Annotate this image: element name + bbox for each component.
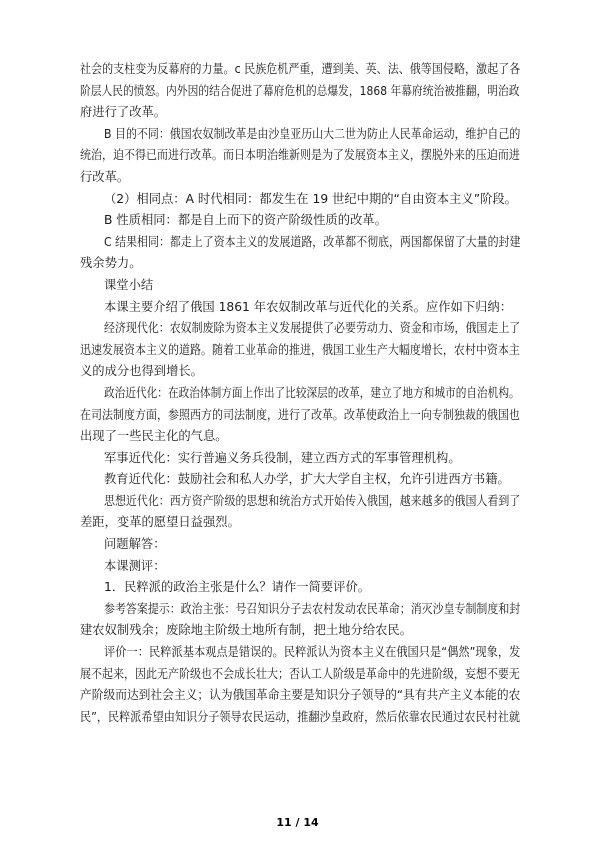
text-line: 差距，变革的愿望日益强烈。 [80, 515, 240, 530]
text-line: 展不起来，因此无产阶级也不会成长壮大；否认工人阶级是革命中的先进阶级，妄想不要无 [80, 666, 520, 681]
text-line: C 结果相同：都走上了资本主义的发展道路，改革都不彻底，两国都保留了大量的封建 [104, 234, 521, 249]
page-number: 11 / 14 [276, 816, 319, 829]
text-line: 思想近代化：西方资产阶级的思想和统治方式开始传入俄国，越来越多的俄国人看到了 [104, 493, 521, 508]
text-line: 在司法制度方面，参照西方的司法制度，进行了改革。改革使政治上一向专制独裁的俄国也 [80, 407, 520, 422]
text-line: 问题解答： [104, 537, 166, 552]
text-line: 迅速发展资本主义的道路。随着工业革命的推进，俄国工业生产大幅度增长，农村中资本主 [80, 342, 520, 357]
text-line: 军事近代化：实行普遍义务兵役制，建立西方式的军事管理机构。 [104, 450, 461, 465]
text-line: 本课主要介绍了俄国 1861 年农奴制改革与近代化的关系。应作如下归纳： [104, 299, 513, 314]
text-line: 评价一：民粹派基本观点是错误的。民粹派认为资本主义在俄国只是“偶然”现象，发 [104, 645, 521, 660]
body-text [80, 59, 520, 728]
text-line: 府进行了改革。 [80, 105, 167, 120]
text-line: B 目的不同：俄国农奴制改革是由沙皇亚历山大二世为防止人民革命运动，维护自己的 [104, 126, 521, 141]
text-line: 社会的支柱变为反幕府的力量。c 民族危机严重，遭到美、英、法、俄等国侵略，激起了各 [80, 62, 521, 76]
text-line: 教育近代化：鼓励社会和私人办学，扩大大学自主权，允许引进西方书籍。 [104, 472, 510, 487]
text-line: B 性质相同：都是自上而下的资产阶级性质的改革。 [104, 213, 387, 228]
text-line: 课堂小结 [104, 277, 154, 292]
text-line: 残余势力。 [80, 256, 142, 271]
text-line: 参考答案提示：政治主张：号召知识分子去农村发动农民革命；消灭沙皇专制制度和封 [104, 601, 521, 616]
text-line: 阶层人民的愤怒。内外因的结合促进了幕府危机的总爆发，1868 年幕府统治被推翻，明治政 [80, 83, 520, 98]
text-line: 统治，迫不得已而进行改革。而日本明治维新则是为了发展资本主义，摆脱外来的压迫而进 [80, 148, 520, 163]
text-line: （2）相同点：A 时代相同：都发生在 19 世纪中期的“自由资本主义”阶段。 [104, 191, 517, 206]
text-line: 行改革。 [80, 169, 130, 184]
text-line: 建农奴制残余；废除地主阶级土地所有制，把土地分给农民。 [80, 623, 413, 638]
text-line: 1．民粹派的政治主张是什么？请作一简要评价。 [104, 580, 371, 595]
text-line: 产阶级而达到社会主义；认为俄国革命主要是知识分子领导的“具有共产主义本能的农 [80, 688, 521, 703]
text-line: 出现了一些民主化的气息。 [80, 429, 228, 444]
text-line: 义的成分也得到增长。 [80, 364, 203, 379]
text-line: 民”，民粹派希望由知识分子领导农民运动，推翻沙皇政府，然后依靠农民通过农民村社就 [80, 709, 520, 724]
text-line: 经济现代化：农奴制废除为资本主义发展提供了必要劳动力、资金和市场，俄国走上了 [104, 321, 521, 336]
text-line: 本课测评： [104, 558, 166, 573]
text-line: 政治近代化：在政治体制方面上作出了比较深层的改革，建立了地方和城市的自治机构。 [104, 385, 520, 400]
